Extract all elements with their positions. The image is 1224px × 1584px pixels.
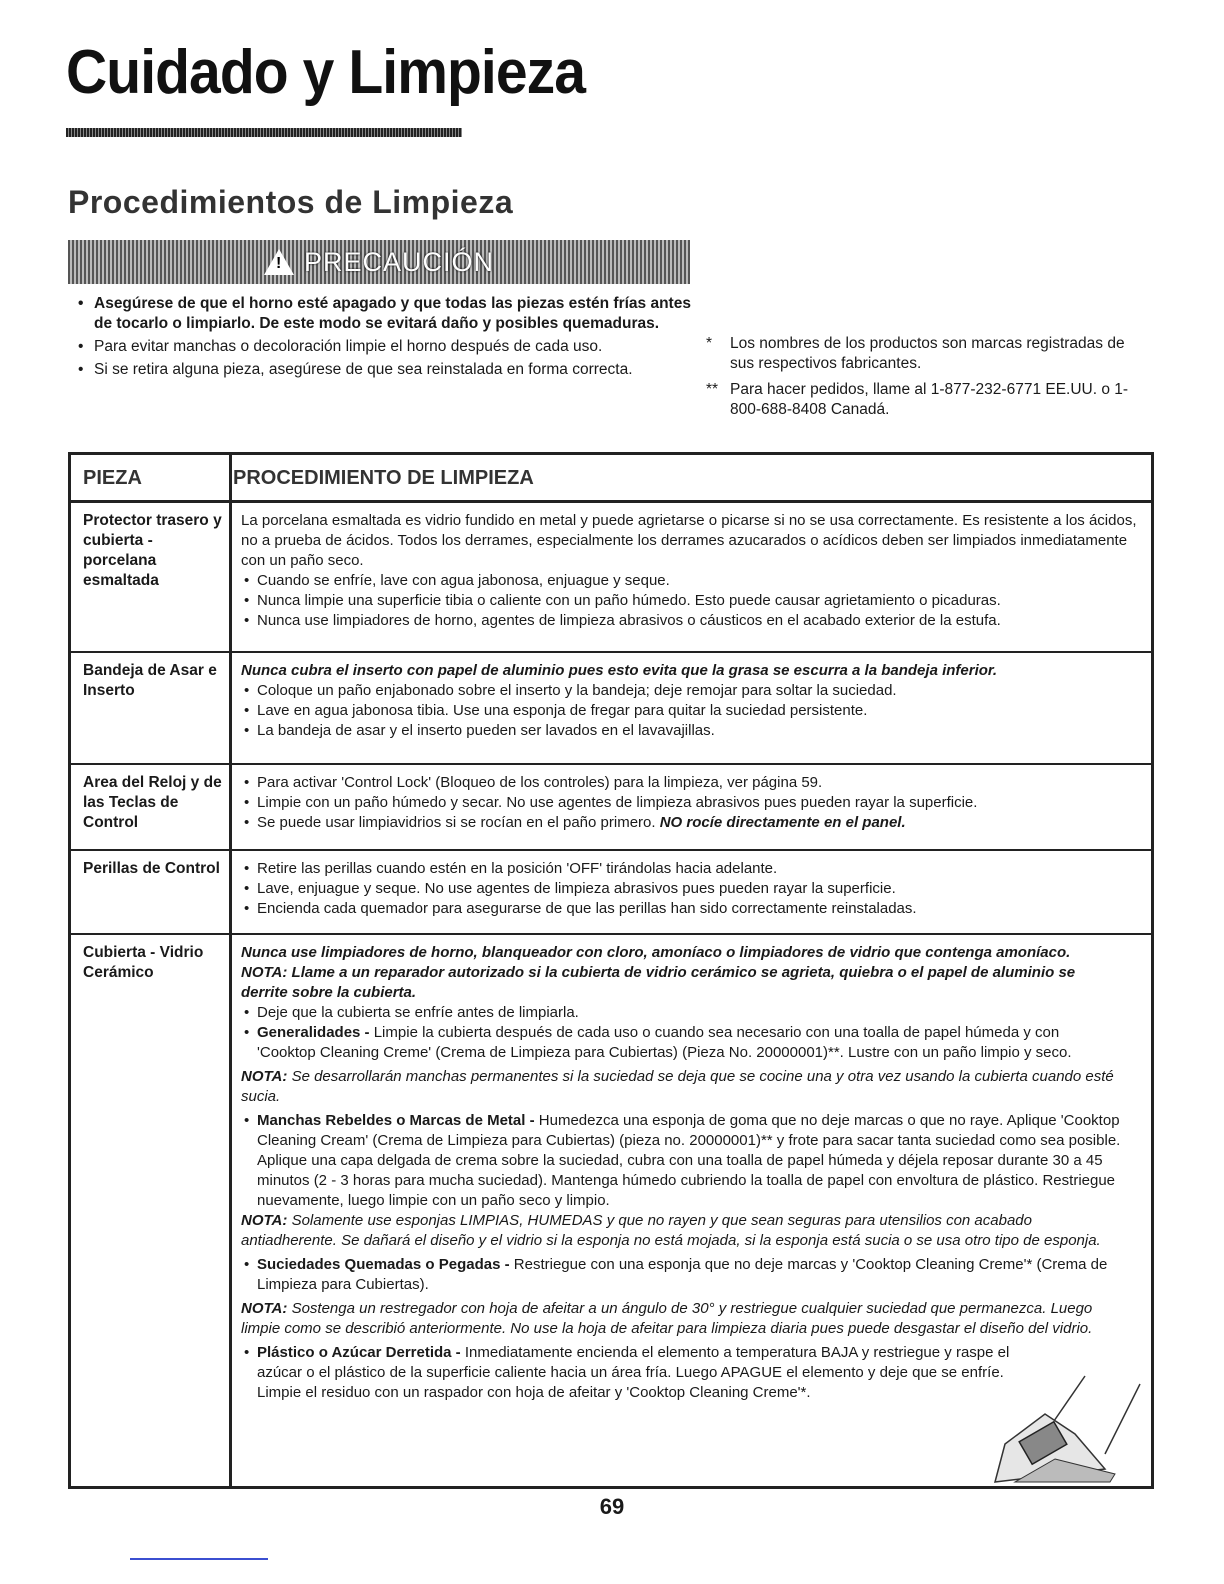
list-item [241, 1023, 1121, 1063]
footnote-mark: ** [706, 381, 719, 398]
razor-scraper-illustration [985, 1374, 1145, 1486]
row-part: Bandeja de Asar e Inserto [83, 662, 217, 699]
page-title: Cuidado y Limpieza [66, 38, 586, 107]
note [241, 1211, 1121, 1251]
list-item [241, 1111, 1121, 1211]
footnotes [706, 334, 1146, 426]
list-item: • Coloque un paño enjabonado sobre el inserto y la bandeja; deje remojar para soltar la suciedad. [241, 681, 1147, 701]
page-number: 69 [599, 1494, 625, 1519]
row-procedure [241, 859, 1147, 919]
caution-item: • Para evitar manchas o decoloración limpie el horno después de cada uso. [74, 337, 704, 357]
cleaning-table [68, 452, 1154, 1489]
bullet-emphasis: NO rocíe directamente en el panel. [659, 814, 906, 831]
list-item [241, 813, 1147, 833]
note-label: NOTA: [241, 1068, 288, 1085]
bullet-label: Suciedades Quemadas o Pegadas - [257, 1256, 510, 1273]
bullet-label: Manchas Rebeldes o Marcas de Metal - [257, 1112, 535, 1129]
bullet-text: Inmediatamente encienda el elemento a temperatura BAJA y restriegue y raspe el azúcar o el plástico de la superficie caliente hacia un área fría. Luego APAGUE el elemento y deje que se enfríe. Limpie el residuo con un raspador con hoja de afeitar y 'Cooktop Cleaning Creme'*. [257, 1344, 1010, 1401]
table-row [71, 851, 1151, 935]
note [241, 1067, 1121, 1107]
caution-item: • Si se retira alguna pieza, asegúrese de que sea reinstalada en forma correcta. [74, 360, 704, 380]
note-text: Solamente use esponjas LIMPIAS, HUMEDAS y que no rayen y que sean seguras para utensilios con acabado antiadherente. Se dañará el diseño y el vidrio si la esponja no está mojada, si la esponja está sucia o se usa otro tipo de esponja. [241, 1212, 1101, 1249]
list-item: • Limpie con un paño húmedo y secar. No use agentes de limpieza abrasivos pues pueden rayar la superficie. [241, 793, 1147, 813]
row-procedure [241, 943, 1121, 1403]
table-row [71, 503, 1151, 653]
header-part: PIEZA [83, 467, 142, 489]
row-part: Perillas de Control [83, 860, 220, 877]
footnote [706, 334, 1146, 374]
bullet-text: Limpie la cubierta después de cada uso o cuando sea necesario con una toalla de papel húmeda y con 'Cooktop Cleaning Creme' (Crema de Limpieza para Cubiertas) (Pieza No. 20000001)**. Lustre con un paño limpio y seco. [257, 1024, 1072, 1061]
bullet-label: Generalidades - [257, 1024, 370, 1041]
list-item: • Cuando se enfríe, lave con agua jabonosa, enjuague y seque. [241, 571, 1147, 591]
row-procedure [241, 661, 1147, 741]
row-procedure [241, 773, 1147, 833]
note-label: NOTA: [241, 1212, 288, 1229]
note-text: Se desarrollarán manchas permanentes si la suciedad se deja que se cocine una y otra vez usando la cubierta cuando esté sucia. [241, 1068, 1114, 1105]
bullet-text: Se puede usar limpiavidrios si se rocían en el paño primero. [257, 814, 656, 831]
footnote-text: Para hacer pedidos, llame al 1-877-232-6771 EE.UU. o 1-800-688-8408 Canadá. [730, 381, 1129, 418]
table-header [71, 455, 1151, 503]
row-part: Area del Reloj y de las Teclas de Control [83, 774, 222, 831]
bullet-label: Plástico o Azúcar Derretida - [257, 1344, 461, 1361]
row-intro: La porcelana esmaltada es vidrio fundido en metal y puede agrietarse o picarse si no se usa correctamente. Es resistente a los ácidos, no a prueba de ácidos. Todos los derrames, especialmente los derrames azucarados o acídicos deben ser limpiados inmediatamente con un paño seco. [241, 512, 1137, 569]
note [241, 1299, 1121, 1339]
caution-label: PRECAUCIÓN [303, 246, 495, 277]
list-item: • Nunca limpie una superficie tibia o caliente con un paño húmedo. Esto puede causar agrietamiento o picaduras. [241, 591, 1147, 611]
list-item: • Lave en agua jabonosa tibia. Use una esponja de fregar para quitar la suciedad persistente. [241, 701, 1147, 721]
footnote-mark: * [706, 335, 713, 352]
row-part: Cubierta - Vidrio Cerámico [83, 944, 204, 981]
bullet-text: Humedezca una esponja de goma que no deje marcas o que no raye. Aplique 'Cooktop Cleaning Cream' (Crema de Limpieza para Cubiertas) (pieza no. 20000001)** y frote para sacar tanta suciedad como sea posible. Aplique una capa delgada de crema sobre la suciedad, cubra con una toalla de papel húmeda y déjela reposar durante 30 a 45 minutos (2 - 3 horas para mucha suciedad). Mantenga húmedo cubriendo la toalla de papel con envoltura de plástico. Restriegue nuevamente, luego limpie con un paño seco y limpio. [257, 1112, 1121, 1209]
caution-item: • Asegúrese de que el horno esté apagado y que todas las piezas estén frías antes de tocarlo o limpiarlo. De este modo se evitará daño y posibles quemaduras. [74, 294, 704, 334]
list-item: • La bandeja de asar y el inserto pueden ser lavados en el lavavajillas. [241, 721, 1147, 741]
list-item: • Encienda cada quemador para asegurarse de que las perillas han sido correctamente reinstaladas. [241, 899, 1147, 919]
header-procedure: PROCEDIMIENTO DE LIMPIEZA [233, 467, 534, 489]
list-item: • Para activar 'Control Lock' (Bloqueo de los controles) para la limpieza, ver página 59. [241, 773, 1147, 793]
warning-triangle-icon: ! [264, 249, 294, 275]
row-warning: Nunca use limpiadores de horno, blanqueador con cloro, amoníaco o limpiadores de vidrio que contenga amoníaco. [241, 944, 1071, 961]
list-item [241, 1255, 1121, 1295]
row-procedure [241, 511, 1147, 631]
bottom-link-rule [130, 1558, 268, 1560]
list-item: • Retire las perillas cuando estén en la posición 'OFF' tirándolas hacia adelante. [241, 859, 1147, 879]
note-text: Sostenga un restregador con hoja de afeitar a un ángulo de 30° y restriegue cualquier suciedad que permanezca. Luego limpie como se describió anteriormente. No use la hoja de afeitar para limpieza diaria pues puede desgastar el diseño del vidrio. [241, 1300, 1093, 1337]
title-underline [66, 128, 462, 137]
list-item: • Nunca use limpiadores de horno, agentes de limpieza abrasivos o cáusticos en el acabado exterior de la estufa. [241, 611, 1147, 631]
footnote-text: Los nombres de los productos son marcas registradas de sus respectivos fabricantes. [730, 335, 1125, 372]
table-row [71, 653, 1151, 765]
footnote [706, 380, 1146, 420]
caution-list [74, 294, 704, 383]
list-item: • Lave, enjuague y seque. No use agentes de limpieza abrasivos pues pueden rayar la superficie. [241, 879, 1147, 899]
list-item [241, 1343, 1027, 1403]
note-label: NOTA: [241, 1300, 288, 1317]
row-warning-note: NOTA: Llame a un reparador autorizado si la cubierta de vidrio cerámico se agrieta, quiebra o el papel de aluminio se derrite sobre la cubierta. [241, 964, 1076, 1001]
table-row [71, 765, 1151, 851]
section-heading: Procedimientos de Limpieza [68, 184, 514, 220]
bullet-text: Restriegue con una esponja que no deje marcas y 'Cooktop Cleaning Creme'* (Crema de Limpieza para Cubiertas). [257, 1256, 1108, 1293]
row-part: Protector trasero y cubierta - porcelana esmaltada [83, 512, 222, 589]
row-warning: Nunca cubra el inserto con papel de aluminio pues esto evita que la grasa se escurra a la bandeja inferior. [241, 662, 998, 679]
list-item: • Deje que la cubierta se enfríe antes de limpiarla. [241, 1003, 1121, 1023]
caution-banner [68, 240, 690, 284]
